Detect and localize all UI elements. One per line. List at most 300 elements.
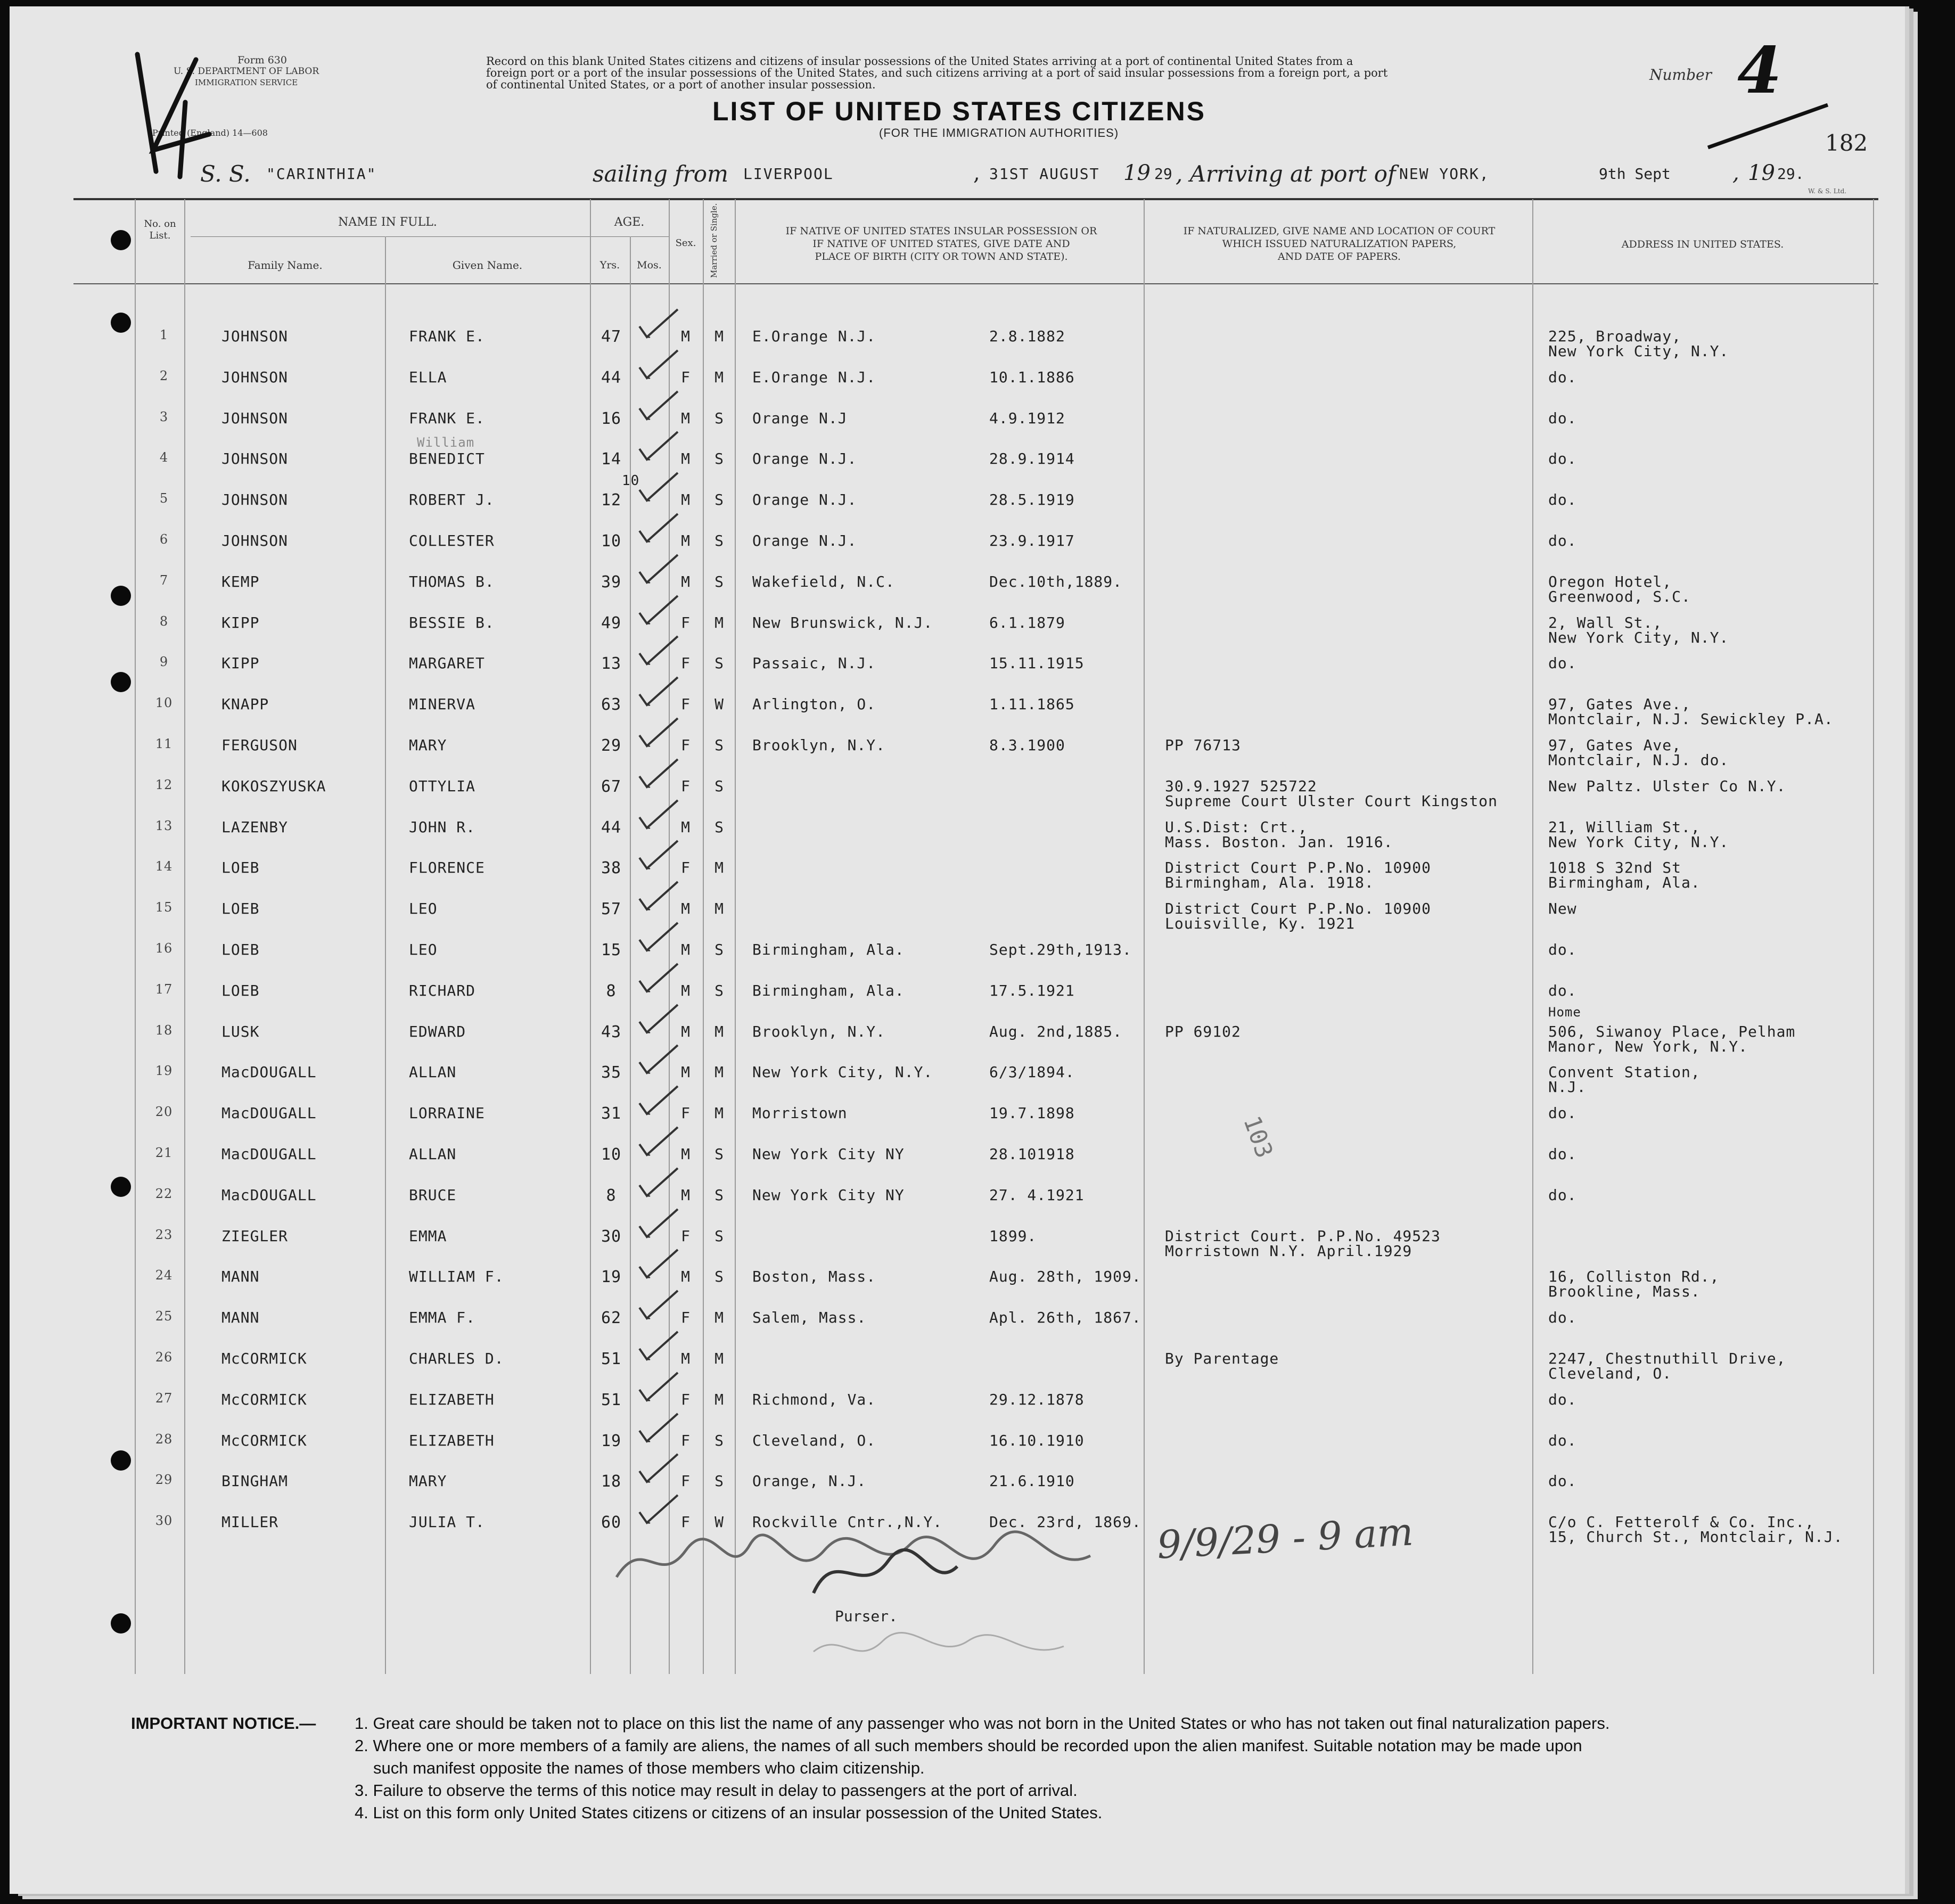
cell-no: 17	[155, 982, 173, 997]
cell-ms: S	[714, 1227, 724, 1245]
cell-family: MacDOUGALL	[221, 1145, 317, 1163]
service-label: IMMIGRATION SERVICE	[195, 78, 298, 87]
binder-hole	[111, 313, 131, 333]
check-mark-icon	[635, 1451, 683, 1488]
stamp-number: 103	[1238, 1112, 1278, 1162]
check-mark-icon	[635, 1206, 683, 1243]
cell-no: 2	[159, 368, 169, 383]
cell-ms: S	[714, 1186, 724, 1204]
check-mark-icon	[635, 715, 683, 752]
cell-yrs: 8	[606, 1186, 617, 1205]
faint-signature-icon	[808, 1620, 1074, 1673]
cell-mos: -	[644, 1391, 653, 1408]
cell-sex: M	[681, 818, 691, 836]
cell-sex: F	[681, 736, 691, 754]
cell-yrs: 39	[601, 573, 622, 592]
cell-sex: M	[681, 982, 691, 999]
cell-addr2: Birmingham, Ala.	[1548, 874, 1701, 891]
cell-given: THOMAS B.	[409, 573, 495, 590]
cell-mos: -	[644, 859, 653, 876]
cell-addr: do.	[1548, 1472, 1577, 1490]
binder-hole	[111, 1177, 131, 1197]
cell-family: McCORMICK	[221, 1432, 307, 1449]
cell-no: 7	[159, 573, 169, 588]
cell-mos: -	[644, 777, 653, 795]
departure-port: LIVERPOOL	[743, 165, 834, 183]
cell-sex: M	[681, 1268, 691, 1285]
cell-mos: -	[644, 368, 653, 386]
cell-addr2: New York City, N.Y.	[1548, 342, 1729, 360]
cell-date: 28.9.1914	[989, 450, 1075, 467]
cell-mos: -	[644, 327, 653, 345]
check-mark-icon	[635, 879, 683, 916]
cell-given: ROBERT J.	[409, 491, 495, 508]
check-mark-icon	[635, 1165, 683, 1202]
cell-yrs: 16	[601, 409, 622, 428]
cell-given: JULIA T.	[409, 1513, 485, 1531]
departure-date: 31ST AUGUST	[989, 165, 1100, 183]
address-annotation: Home	[1548, 1005, 1581, 1020]
cell-sex: M	[681, 409, 691, 427]
cell-place: New York City, N.Y.	[752, 1063, 933, 1081]
cell-yrs: 44	[601, 368, 622, 387]
cell-date: 29.12.1878	[989, 1391, 1085, 1408]
cell-addr2: Montclair, N.J. Sewickley P.A.	[1548, 710, 1834, 728]
col-naturalized-header: IF NATURALIZED, GIVE NAME AND LOCATION OF COURT WHICH ISSUED NATURALIZATION PAPERS, AND DATE OF PAPERS.	[1183, 225, 1496, 262]
cell-date: 1899.	[989, 1227, 1037, 1245]
cell-no: 6	[159, 532, 169, 547]
check-mark-icon	[635, 1124, 683, 1161]
cell-addr: 225, Broadway,	[1548, 327, 1682, 345]
cell-given: ALLAN	[409, 1145, 457, 1163]
cell-yrs: 51	[601, 1391, 622, 1409]
binder-hole	[111, 586, 131, 606]
cell-ms: S	[714, 654, 724, 672]
check-mark-icon	[635, 1287, 683, 1325]
cell-no: 18	[155, 1023, 173, 1038]
cell-no: 11	[155, 736, 173, 751]
check-mark-icon	[635, 429, 683, 466]
cell-addr: do.	[1548, 982, 1577, 999]
cell-family: KIPP	[221, 614, 260, 631]
cell-addr: C/o C. Fetterolf & Co. Inc.,	[1548, 1513, 1815, 1531]
cell-addr: do.	[1548, 654, 1577, 672]
cell-given: BENEDICT	[409, 450, 485, 467]
cell-place: Orange N.J.	[752, 450, 857, 467]
cell-mos: -	[644, 450, 653, 467]
cell-no: 5	[159, 491, 169, 506]
cell-no: 23	[155, 1227, 173, 1242]
cell-family: MacDOUGALL	[221, 1186, 317, 1204]
check-mark-icon	[635, 306, 683, 343]
cell-family: JOHNSON	[221, 491, 289, 508]
check-mark-icon	[635, 593, 683, 630]
cell-no: 16	[155, 941, 173, 956]
cell-nat: U.S.Dist: Crt.,	[1165, 818, 1308, 836]
cell-ms: S	[714, 450, 724, 467]
cell-date: Sept.29th,1913.	[989, 941, 1132, 958]
cell-sex: M	[681, 450, 691, 467]
col-mos-header: Mos.	[637, 259, 662, 271]
cell-sex: F	[681, 695, 691, 713]
cell-date: 23.9.1917	[989, 532, 1075, 549]
cell-no: 12	[155, 777, 173, 792]
cell-family: LOEB	[221, 859, 260, 876]
cell-no: 29	[155, 1472, 173, 1487]
col-no-header: No. on List.	[144, 218, 176, 241]
cell-given: MINERVA	[409, 695, 476, 713]
cell-mos: -	[644, 695, 653, 713]
cell-nat2: Birmingham, Ala. 1918.	[1165, 874, 1374, 891]
cell-addr: 2, Wall St.,	[1548, 614, 1663, 631]
cell-ms: M	[714, 1391, 724, 1408]
cell-ms: M	[714, 900, 724, 917]
cell-ms: W	[714, 695, 724, 713]
cell-given: FLORENCE	[409, 859, 485, 876]
cell-addr: Oregon Hotel,	[1548, 573, 1672, 590]
check-mark-icon	[635, 511, 683, 548]
instruction-text: Record on this blank United States citizens and citizens of insular possessions of the United States arriving at a port of continental United States from a foreign port or a port of the insular possessions of the United States, and such citizens arriving at a port of said insular possessions from a foreign port, a port of continental United States, or a port of another insular possession.	[486, 55, 1388, 91]
cell-yrs: 13	[601, 654, 622, 673]
cell-family: LOEB	[221, 900, 260, 917]
cell-family: MILLER	[221, 1513, 279, 1531]
cell-sex: F	[681, 1432, 691, 1449]
cell-addr: do.	[1548, 1391, 1577, 1408]
col-family-header: Family Name.	[248, 259, 323, 272]
cell-addr: New Paltz. Ulster Co N.Y.	[1548, 777, 1786, 795]
cell-nat: District Court P.P.No. 10900	[1165, 859, 1432, 876]
cell-place: Arlington, O.	[752, 695, 876, 713]
cell-mos: -	[644, 614, 653, 631]
cell-yrs: 67	[601, 777, 622, 796]
cell-mos: -	[644, 1145, 653, 1163]
cell-nat2: Louisville, Ky. 1921	[1165, 915, 1356, 932]
col-sex-header: Sex.	[675, 237, 696, 249]
cell-no: 13	[155, 818, 173, 833]
cell-yrs: 62	[601, 1309, 622, 1327]
cell-sex: F	[681, 1513, 691, 1531]
departure-year: 29	[1154, 165, 1172, 183]
arriving-label: , Arriving at port of	[1176, 161, 1396, 187]
binder-hole	[111, 230, 131, 250]
cell-no: 27	[155, 1391, 173, 1406]
notice-item-2: 2. Where one or more members of a family are aliens, the names of all such members should be recorded upon the alien manifest. Suitable notation may be made upon	[355, 1736, 1582, 1755]
notice-item-2b: such manifest opposite the names of those members who claim citizenship.	[373, 1759, 925, 1777]
cell-date: 6.1.1879	[989, 614, 1065, 631]
cell-nat2: Mass. Boston. Jan. 1916.	[1165, 833, 1393, 851]
department-label: U. S. DEPARTMENT OF LABOR	[174, 66, 319, 77]
cell-nat2: Morristown N.Y. April.1929	[1165, 1242, 1412, 1260]
cell-addr2: Cleveland, O.	[1548, 1365, 1672, 1382]
cell-nat: District Court P.P.No. 10900	[1165, 900, 1432, 917]
handwritten-date: 9/9/29 - 9 am	[1156, 1509, 1415, 1567]
binder-hole	[111, 1613, 131, 1634]
check-mark-icon	[635, 920, 683, 957]
cell-ms: S	[714, 941, 724, 958]
cell-no: 8	[159, 614, 169, 629]
cell-place: New Brunswick, N.J.	[752, 614, 933, 631]
cell-yrs: 30	[601, 1227, 622, 1246]
cell-family: LUSK	[221, 1023, 260, 1040]
cell-given: LEO	[409, 941, 438, 958]
cell-date: 6/3/1894.	[989, 1063, 1075, 1081]
cell-given: FRANK E.	[409, 409, 485, 427]
cell-no: 1	[159, 327, 169, 342]
cell-ms: M	[714, 1104, 724, 1122]
cell-given: ELIZABETH	[409, 1432, 495, 1449]
binder-hole	[111, 672, 131, 692]
cell-addr2: N.J.	[1548, 1078, 1587, 1096]
cell-yrs: 14	[601, 450, 622, 469]
cell-place: Passaic, N.J.	[752, 654, 876, 672]
cell-addr: 1018 S 32nd St	[1548, 859, 1682, 876]
cell-ms: M	[714, 859, 724, 876]
cell-date: 15.11.1915	[989, 654, 1085, 672]
cell-no: 22	[155, 1186, 173, 1201]
cell-given: EMMA F.	[409, 1309, 476, 1326]
check-mark-icon	[635, 756, 683, 793]
cell-ms: M	[714, 368, 724, 386]
cell-yrs: 51	[601, 1350, 622, 1368]
cell-mos: -	[644, 654, 653, 672]
check-mark-icon	[635, 347, 683, 384]
cell-date: 27. 4.1921	[989, 1186, 1085, 1204]
cell-family: MacDOUGALL	[221, 1104, 317, 1122]
check-mark-icon	[635, 961, 683, 998]
cell-mos: -	[644, 1432, 653, 1449]
cell-addr2: Manor, New York, N.Y.	[1548, 1038, 1748, 1055]
cell-family: JOHNSON	[221, 368, 289, 386]
cell-mos: -	[644, 1309, 653, 1326]
cell-place: Birmingham, Ala.	[752, 941, 905, 958]
cell-mos: -	[644, 1513, 653, 1531]
cell-addr2: New York City, N.Y.	[1548, 629, 1729, 646]
cell-no: 3	[159, 409, 169, 424]
cell-date: Dec.10th,1889.	[989, 573, 1123, 590]
cell-ms: S	[714, 736, 724, 754]
check-mark-icon	[635, 1246, 683, 1284]
cell-addr: do.	[1548, 1104, 1577, 1122]
check-mark-icon	[635, 1083, 683, 1120]
cell-sex: M	[681, 900, 691, 917]
check-mark-icon	[635, 838, 683, 875]
cell-family: McCORMICK	[221, 1391, 307, 1408]
cell-family: LAZENBY	[221, 818, 289, 836]
cell-date: 21.6.1910	[989, 1472, 1075, 1490]
cell-mos: -	[644, 1023, 653, 1040]
form-number: Form 630	[237, 54, 287, 66]
sailing-label: sailing from	[593, 161, 728, 187]
purser-label: Purser.	[835, 1607, 898, 1625]
cell-sex: F	[681, 368, 691, 386]
cell-addr: do.	[1548, 1145, 1577, 1163]
cell-date: 19.7.1898	[989, 1104, 1075, 1122]
cell-given: CHARLES D.	[409, 1350, 504, 1367]
cell-yrs: 19	[601, 1432, 622, 1450]
cell-date: 10.1.1886	[989, 368, 1075, 386]
cell-family: McCORMICK	[221, 1350, 307, 1367]
cell-given: FRANK E.	[409, 327, 485, 345]
cell-family: KIPP	[221, 654, 260, 672]
cell-no: 25	[155, 1309, 173, 1324]
cell-mos: -	[644, 941, 653, 958]
cell-given: COLLESTER	[409, 532, 495, 549]
arrival-year: 29.	[1777, 165, 1804, 183]
cell-ms: W	[714, 1513, 724, 1531]
cell-nat: District Court. P.P.No. 49523	[1165, 1227, 1441, 1245]
printed-label: Printed (England) 14—608	[152, 128, 268, 138]
cell-sex: F	[681, 1391, 691, 1408]
age-correction: 10	[622, 473, 640, 489]
ship-name: "CARINTHIA"	[266, 165, 377, 183]
cell-place: Morristown	[752, 1104, 848, 1122]
cell-date: 2.8.1882	[989, 327, 1065, 345]
cell-sex: M	[681, 573, 691, 590]
cell-sex: F	[681, 777, 691, 795]
cell-date: 28.101918	[989, 1145, 1075, 1163]
cell-given: BRUCE	[409, 1186, 457, 1204]
cell-sex: M	[681, 1186, 691, 1204]
cell-given: ELLA	[409, 368, 447, 386]
cell-nat: 30.9.1927 525722	[1165, 777, 1317, 795]
cell-family: JOHNSON	[221, 327, 289, 345]
cell-date: 8.3.1900	[989, 736, 1065, 754]
cell-given: EMMA	[409, 1227, 447, 1245]
cell-ms: S	[714, 1472, 724, 1490]
check-mark-icon	[635, 552, 683, 589]
cell-yrs: 57	[601, 900, 622, 918]
cell-family: ZIEGLER	[221, 1227, 289, 1245]
cell-yrs: 29	[601, 736, 622, 755]
ss-label: S. S.	[200, 161, 251, 187]
cell-ms: S	[714, 409, 724, 427]
cell-yrs: 10	[601, 1145, 622, 1164]
check-mark-icon	[635, 1328, 683, 1366]
cell-addr: 97, Gates Ave.,	[1548, 695, 1691, 713]
arrival-port: NEW YORK,	[1399, 165, 1490, 183]
cell-addr: 97, Gates Ave,	[1548, 736, 1682, 754]
cell-addr: Convent Station,	[1548, 1063, 1701, 1081]
cell-addr: 21, William St.,	[1548, 818, 1701, 836]
cell-ms: S	[714, 1145, 724, 1163]
cell-date: Aug. 28th, 1909.	[989, 1268, 1141, 1285]
cell-addr: do.	[1548, 450, 1577, 467]
check-mark-icon	[635, 388, 683, 425]
cell-family: MacDOUGALL	[221, 1063, 317, 1081]
cell-sex: M	[681, 491, 691, 508]
cell-yrs: 38	[601, 859, 622, 877]
cell-mos: -	[644, 1063, 653, 1081]
cell-sex: M	[681, 941, 691, 958]
cell-addr: do.	[1548, 1309, 1577, 1326]
cell-place: Richmond, Va.	[752, 1391, 876, 1408]
cell-addr: New	[1548, 900, 1577, 917]
cell-place: Wakefield, N.C.	[752, 573, 895, 590]
cell-no: 9	[159, 654, 169, 669]
cell-date: 28.5.1919	[989, 491, 1075, 508]
col-address-header: ADDRESS IN UNITED STATES.	[1621, 239, 1784, 250]
cell-mos: -	[644, 900, 653, 917]
cell-family: KOKOSZYUSKA	[221, 777, 326, 795]
col-age-header: AGE.	[614, 216, 645, 229]
cell-given: BESSIE B.	[409, 614, 495, 631]
check-mark-icon	[635, 674, 683, 711]
cell-ms: M	[714, 1309, 724, 1326]
cell-given: RICHARD	[409, 982, 476, 999]
cell-given: MARY	[409, 1472, 447, 1490]
cell-addr: do.	[1548, 532, 1577, 549]
check-mark-icon	[635, 797, 683, 834]
cell-place: Brooklyn, N.Y.	[752, 736, 886, 754]
cell-ms: M	[714, 1023, 724, 1040]
cell-sex: F	[681, 1104, 691, 1122]
cell-addr: do.	[1548, 941, 1577, 958]
printer-mark: W. & S. Ltd.	[1808, 187, 1847, 195]
cell-sex: F	[681, 1472, 691, 1490]
number-value: 4	[1737, 33, 1782, 108]
cell-place: Birmingham, Ala.	[752, 982, 905, 999]
cell-sex: F	[681, 614, 691, 631]
notice-item-4: 4. List on this form only United States citizens or citizens of an insular possession of the United States.	[355, 1803, 1103, 1822]
cell-yrs: 18	[601, 1472, 622, 1491]
cell-yrs: 60	[601, 1513, 622, 1532]
check-mark-icon	[635, 1410, 683, 1448]
cell-place: E.Orange N.J.	[752, 368, 876, 386]
cell-sex: M	[681, 327, 691, 345]
cell-nat: PP 69102	[1165, 1023, 1241, 1040]
cell-mos: -	[644, 1104, 653, 1122]
cell-date: Dec. 23rd, 1869.	[989, 1513, 1141, 1531]
page-number: 182	[1825, 130, 1868, 156]
cell-date: 4.9.1912	[989, 409, 1065, 427]
cell-family: JOHNSON	[221, 532, 289, 549]
cell-family: MANN	[221, 1268, 260, 1285]
cell-nat2: Supreme Court Ulster Court Kingston	[1165, 792, 1498, 810]
check-mark-icon	[635, 1042, 683, 1079]
page-title: LIST OF UNITED STATES CITIZENS	[712, 96, 1206, 126]
cell-yrs: 19	[601, 1268, 622, 1286]
cell-yrs: 49	[601, 614, 622, 633]
notice-heading: IMPORTANT NOTICE.—	[131, 1714, 316, 1733]
cell-yrs: 12	[601, 491, 622, 510]
cell-ms: S	[714, 1432, 724, 1449]
cell-no: 24	[155, 1268, 173, 1283]
cell-given: JOHN R.	[409, 818, 476, 836]
cell-addr2: Greenwood, S.C.	[1548, 588, 1691, 605]
col-birth-header: IF NATIVE OF UNITED STATES INSULAR POSSESSION OR IF NATIVE OF UNITED STATES, GIVE DATE AND PLACE OF BIRTH (CITY OR TOWN AND STATE).	[785, 225, 1097, 262]
cell-sex: M	[681, 532, 691, 549]
col-married-header: Married or Single.	[709, 203, 719, 278]
cell-addr: 506, Siwanoy Place, Pelham	[1548, 1023, 1796, 1040]
cell-date: Apl. 26th, 1867.	[989, 1309, 1141, 1326]
cell-no: 10	[155, 695, 173, 710]
cell-mos: -	[644, 982, 653, 999]
cell-date: Aug. 2nd,1885.	[989, 1023, 1123, 1040]
cell-nat: By Parentage	[1165, 1350, 1279, 1367]
cell-place: Salem, Mass.	[752, 1309, 867, 1326]
cell-given: ELIZABETH	[409, 1391, 495, 1408]
cell-ms: M	[714, 327, 724, 345]
cell-yrs: 44	[601, 818, 622, 837]
cell-yrs: 35	[601, 1063, 622, 1082]
cell-addr2: New York City, N.Y.	[1548, 833, 1729, 851]
cell-given: EDWARD	[409, 1023, 466, 1040]
check-mark-icon	[635, 470, 683, 507]
notice-item-3: 3. Failure to observe the terms of this notice may result in delay to passengers at the port of arrival.	[355, 1781, 1078, 1800]
cell-sex: M	[681, 1023, 691, 1040]
cell-yrs: 8	[606, 982, 617, 1000]
cell-ms: S	[714, 1268, 724, 1285]
